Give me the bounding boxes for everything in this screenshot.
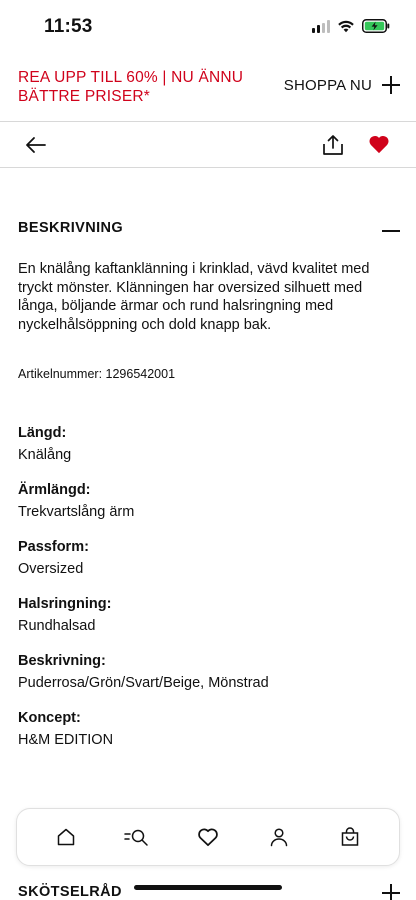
cellular-signal-icon (312, 20, 330, 33)
heart-icon[interactable] (195, 824, 221, 850)
minus-icon[interactable] (382, 230, 400, 232)
care-title: SKÖTSELRÅD (18, 884, 122, 900)
attribute-item (18, 595, 400, 652)
attribute-value: Oversized (18, 561, 84, 577)
attribute-item (18, 481, 400, 538)
attribute-label: Passform: (18, 539, 89, 555)
attribute-value: Trekvartslång ärm (18, 504, 135, 520)
attribute-label: Koncept: (18, 710, 81, 726)
attribute-label: Ärmlängd: (18, 482, 91, 498)
home-icon[interactable] (53, 824, 79, 850)
shop-now-label: SHOPPA NU (283, 76, 372, 94)
product-nav-bar (0, 121, 416, 167)
share-icon[interactable] (322, 133, 344, 157)
battery-charging-icon (362, 19, 390, 33)
attribute-value: H&M EDITION (18, 732, 114, 748)
home-indicator (134, 885, 282, 890)
bottom-tab-bar (16, 808, 400, 866)
plus-icon[interactable] (382, 884, 400, 900)
heart-filled-icon[interactable] (368, 134, 390, 154)
plus-icon (382, 76, 400, 94)
profile-icon[interactable] (266, 824, 292, 850)
attribute-item (18, 652, 400, 709)
attribute-label: Längd: (18, 425, 67, 441)
product-attributes (18, 424, 400, 766)
wifi-icon (337, 19, 355, 33)
status-icons (312, 19, 390, 33)
promo-banner[interactable] (0, 66, 416, 122)
attribute-item (18, 709, 400, 766)
attribute-item (18, 538, 400, 595)
description-accordion-header[interactable] (18, 220, 400, 244)
search-menu-icon[interactable] (124, 824, 150, 850)
attribute-label: Beskrivning: (18, 653, 106, 669)
status-bar (0, 0, 416, 56)
divider (0, 167, 416, 168)
description-title: BESKRIVNING (18, 220, 124, 236)
attribute-value: Rundhalsad (18, 618, 96, 634)
attribute-value: Knälång (18, 447, 72, 463)
attribute-item (18, 424, 400, 481)
arrow-left-icon[interactable] (24, 133, 48, 157)
shopping-bag-icon[interactable] (337, 824, 363, 850)
attribute-label: Halsringning: (18, 596, 112, 612)
description-text: En knälång kaftanklänning i krinklad, vävd kvalitet med tryckt mönster. Klänningen har oversized silhuett med långa, böljande ärmar och rund halsringning med nyckelhålsöppning och dold knapp bak. (18, 261, 370, 333)
article-number: Artikelnummer: 1296542001 (18, 367, 176, 381)
attribute-value: Puderrosa/Grön/Svart/Beige, Mönstrad (18, 675, 269, 691)
promo-text[interactable]: REA UPP TILL 60% | NU ÄNNU BÄTTRE PRISER* (18, 69, 244, 105)
shop-now-button[interactable] (284, 76, 400, 94)
status-time: 11:53 (44, 16, 93, 37)
